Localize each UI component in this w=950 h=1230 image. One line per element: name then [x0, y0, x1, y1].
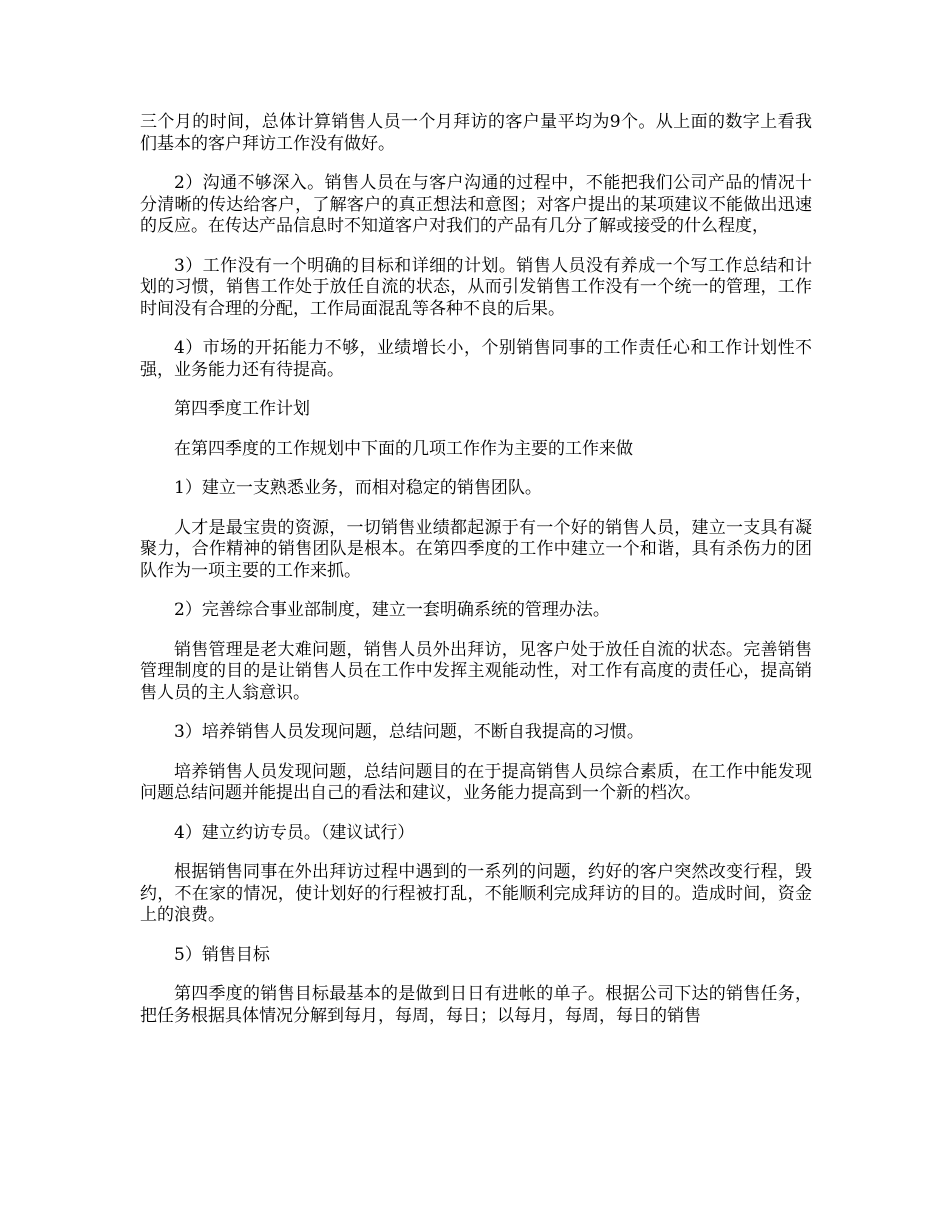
paragraph-communication: 2）沟通不够深入。销售人员在与客户沟通的过程中，不能把我们公司产品的情况十分清晰的传达给客户，了解客户的真正想法和意图；对客户提出的某项建议不能做出迅速的反应。在传达产品信息时不知道客户对我们的产品有几分了解或接受的什么程度， — [140, 173, 812, 236]
paragraph-team: 人才是最宝贵的资源，一切销售业绩都起源于有一个好的销售人员，建立一支具有凝聚力，合作精神的销售团队是根本。在第四季度的工作中建立一个和谐，具有杀伤力的团队作为一项主要的工作来抓。 — [140, 517, 812, 581]
paragraph-system: 销售管理是老大难问题，销售人员外出拜访，见客户处于放任自流的状态。完善销售管理制度的目的是让销售人员在工作中发挥主观能动性，对工作有高度的责任心，提高销售人员的主人翁意识。 — [140, 639, 812, 703]
paragraph-habits: 培养销售人员发现问题，总结问题目的在于提高销售人员综合素质，在工作中能发现问题总结问题并能提出自己的看法和建议，业务能力提高到一个新的档次。 — [140, 761, 812, 803]
item-heading-system: 2）完善综合事业部制度，建立一套明确系统的管理办法。 — [174, 600, 610, 620]
paragraph-appointment: 根据销售同事在外出拜访过程中遇到的一系列的问题，约好的客户突然改变行程，毁约，不在家的情况，使计划好的行程被打乱，不能顺利完成拜访的目的。造成时间，资金上的浪费。 — [140, 862, 812, 925]
paragraph-no-plan: 3）工作没有一个明确的目标和详细的计划。销售人员没有养成一个写工作总结和计划的习惯，销售工作处于放任自流的状态，从而引发销售工作没有一个统一的管理，工作时间没有合理的分配，工作局面混乱等各种不良的后果。 — [140, 255, 812, 319]
item-heading-habits: 3）培养销售人员发现问题，总结问题，不断自我提高的习惯。 — [174, 722, 644, 742]
document-page — [140, 112, 812, 1045]
item-heading-team: 1）建立一支熟悉业务，而相对稳定的销售团队。 — [174, 478, 542, 498]
section-heading-q4-plan: 第四季度工作计划 — [174, 399, 310, 419]
paragraph-sales-target: 第四季度的销售目标最基本的是做到日日有进帐的单子。根据公司下达的销售任务，把任务根据具体情况分解到每月，每周，每日；以每月，每周，每日的销售 — [140, 984, 812, 1026]
paragraph-q4-intro: 在第四季度的工作规划中下面的几项工作作为主要的工作来做 — [174, 438, 633, 459]
paragraph-market-ability: 4）市场的开拓能力不够，业绩增长小，个别销售同事的工作责任心和工作计划性不强，业务能力还有待提高。 — [140, 338, 812, 380]
paragraph-visit-summary: 三个月的时间，总体计算销售人员一个月拜访的客户量平均为9个。从上面的数字上看我们基本的客户拜访工作没有做好。 — [140, 112, 812, 154]
item-heading-appointment: 4）建立约访专员。（建议试行） — [174, 822, 415, 843]
item-heading-sales-target: 5）销售目标 — [174, 944, 270, 965]
